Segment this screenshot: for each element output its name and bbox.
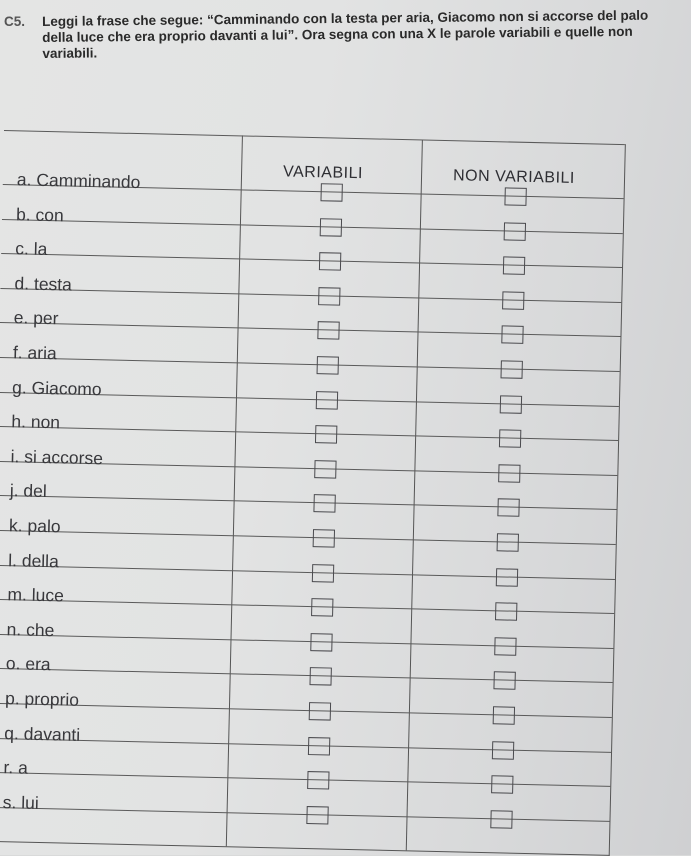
classification-table (0, 130, 626, 856)
checkbox-non-variabili[interactable] (490, 810, 512, 828)
checkbox-variabili[interactable] (313, 529, 335, 547)
row-label: d. testa (14, 273, 73, 295)
table-divider-columns (406, 139, 423, 850)
row-label: i. si accorse (10, 446, 104, 469)
row-label: h. non (11, 411, 61, 433)
checkbox-non-variabili[interactable] (504, 187, 526, 205)
checkbox-non-variabili[interactable] (500, 360, 522, 378)
row-label: g. Giacomo (11, 376, 102, 399)
checkbox-variabili[interactable] (306, 806, 328, 824)
checkbox-non-variabili[interactable] (491, 775, 513, 793)
row-label: r. a (3, 757, 29, 778)
row-label: c. la (15, 238, 48, 260)
row-label: s. lui (2, 791, 39, 813)
row-divider (0, 737, 611, 752)
row-label: b. con (15, 203, 65, 225)
exercise-instructions: Leggi la frase che segue: “Camminando con la testa per aria, Giacomo non si accorse del palo della luce che era proprio davanti a lui”. Ora segna con una X le parole variabili e quelle non variabili. (42, 7, 649, 61)
row-divider (1, 253, 622, 268)
header-variabili: VARIABILI (282, 163, 364, 183)
row-divider (0, 322, 620, 337)
row-label: o. era (5, 653, 51, 675)
row-divider (0, 495, 617, 510)
checkbox-variabili[interactable] (308, 737, 330, 755)
row-label: f. aria (12, 342, 57, 364)
checkbox-variabili[interactable] (312, 564, 334, 582)
table-border-top (4, 130, 625, 145)
exercise-number: C5. (4, 14, 26, 29)
header-non-variabili: NON VARIABILI (452, 167, 576, 187)
checkbox-variabili[interactable] (319, 252, 341, 270)
checkbox-non-variabili[interactable] (497, 499, 519, 517)
checkbox-variabili[interactable] (320, 218, 342, 236)
checkbox-non-variabili[interactable] (504, 222, 526, 240)
row-divider (2, 219, 623, 234)
row-label: q. davanti (4, 722, 81, 745)
row-label: k. palo (8, 515, 61, 537)
row-divider (0, 772, 610, 787)
row-label: n. che (6, 618, 55, 641)
row-label: p. proprio (4, 688, 80, 710)
checkbox-variabili[interactable] (318, 287, 340, 305)
checkbox-variabili[interactable] (314, 460, 336, 478)
checkbox-variabili[interactable] (317, 356, 339, 374)
checkbox-non-variabili[interactable] (499, 430, 521, 448)
row-divider (0, 634, 613, 649)
checkbox-variabili[interactable] (311, 598, 333, 616)
row-divider (0, 426, 618, 441)
row-divider (0, 288, 621, 303)
checkbox-non-variabili[interactable] (497, 533, 519, 551)
checkbox-non-variabili[interactable] (492, 741, 514, 759)
checkbox-variabili[interactable] (315, 425, 337, 443)
checkbox-non-variabili[interactable] (500, 395, 522, 413)
row-divider (0, 564, 615, 579)
row-divider (0, 703, 612, 718)
checkbox-non-variabili[interactable] (495, 602, 517, 620)
row-label: j. del (9, 480, 48, 502)
row-label: a. Camminando (16, 169, 141, 193)
checkbox-non-variabili[interactable] (502, 291, 524, 309)
checkbox-variabili[interactable] (309, 667, 331, 685)
checkbox-variabili[interactable] (310, 633, 332, 651)
checkbox-non-variabili[interactable] (493, 672, 515, 690)
row-divider (0, 599, 614, 614)
checkbox-non-variabili[interactable] (501, 326, 523, 344)
row-label: l. della (8, 549, 60, 571)
checkbox-non-variabili[interactable] (494, 637, 516, 655)
checkbox-variabili[interactable] (309, 702, 331, 720)
row-divider (0, 357, 620, 372)
checkbox-non-variabili[interactable] (493, 706, 515, 724)
row-label: m. luce (7, 584, 65, 606)
table-divider-words (226, 135, 243, 846)
checkbox-non-variabili[interactable] (503, 257, 525, 275)
row-divider (0, 668, 613, 683)
checkbox-variabili[interactable] (313, 495, 335, 513)
checkbox-variabili[interactable] (320, 183, 342, 201)
row-label: e. per (13, 307, 59, 329)
row-divider (0, 530, 616, 545)
checkbox-variabili[interactable] (317, 322, 339, 340)
row-divider (0, 807, 609, 822)
checkbox-variabili[interactable] (316, 391, 338, 409)
checkbox-variabili[interactable] (307, 771, 329, 789)
checkbox-non-variabili[interactable] (498, 464, 520, 482)
checkbox-non-variabili[interactable] (496, 568, 518, 586)
